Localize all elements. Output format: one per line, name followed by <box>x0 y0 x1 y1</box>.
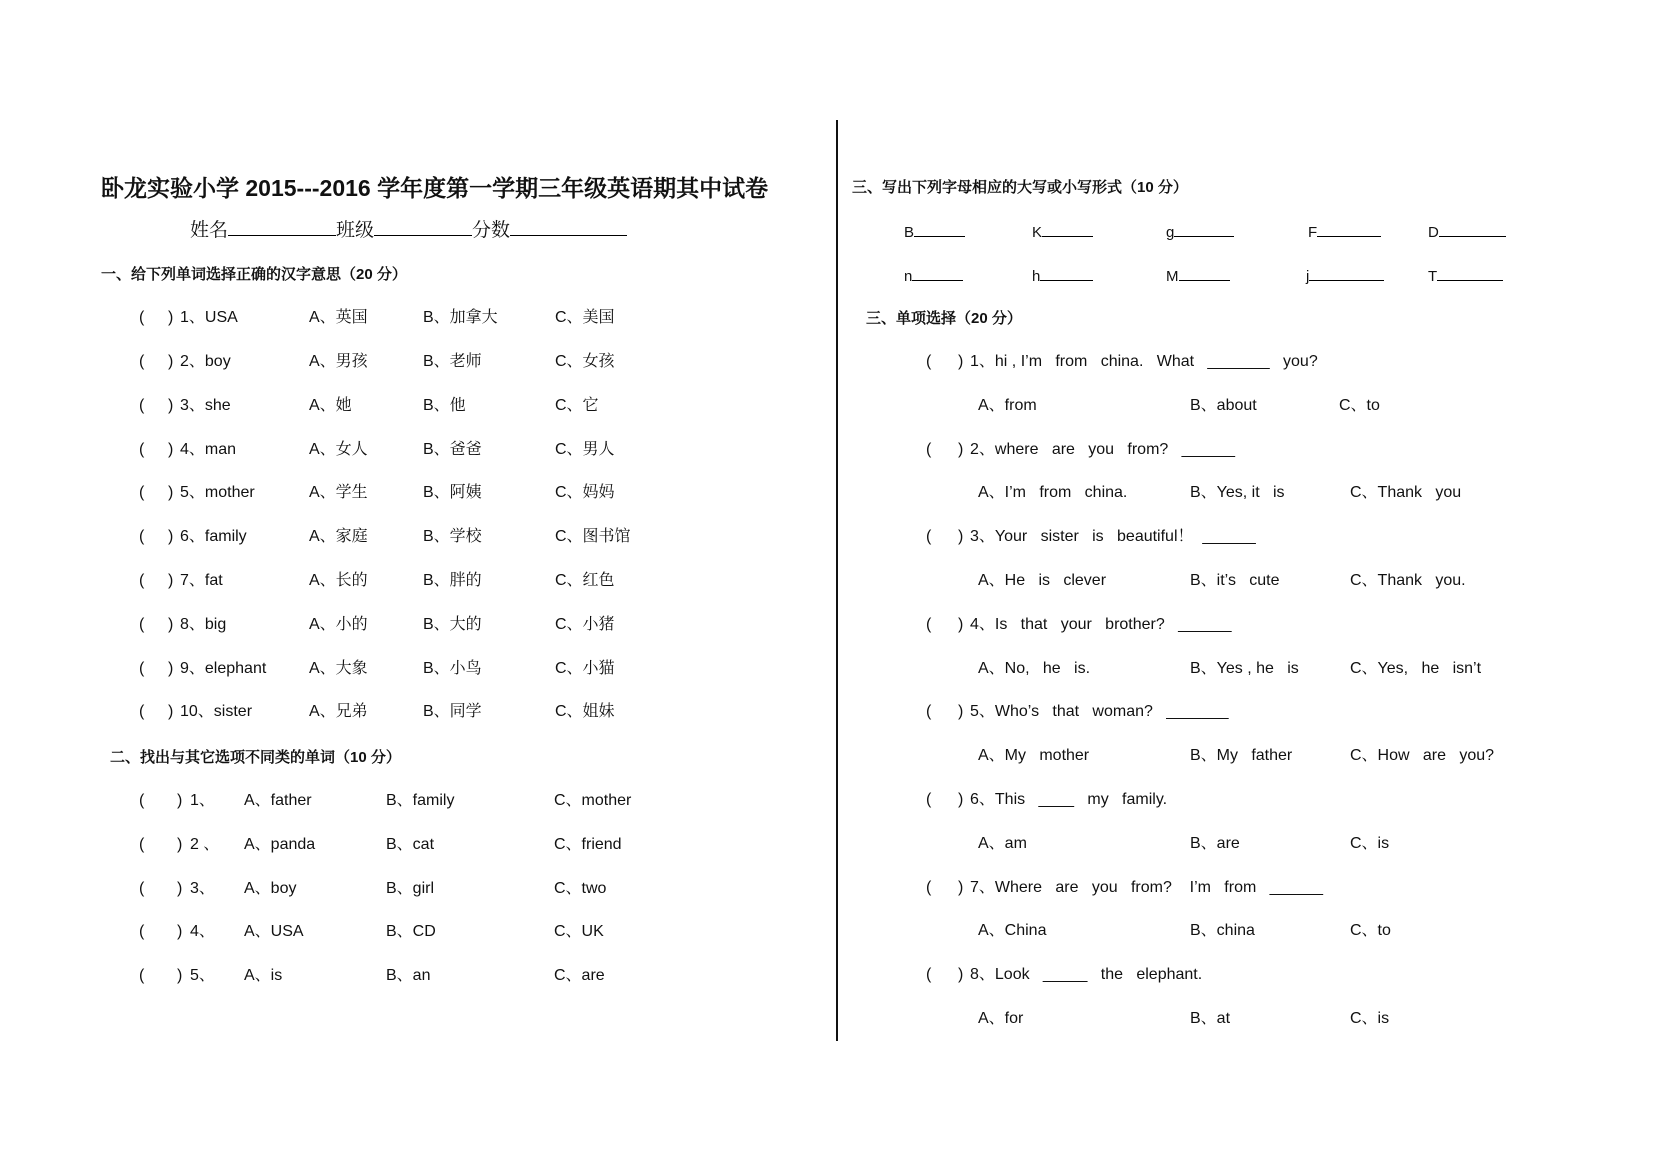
question-word: 2、boy <box>180 353 231 370</box>
option-a: A、am <box>978 835 1027 852</box>
question-word: 9、elephant <box>180 660 267 677</box>
choice-question-row <box>0 527 1654 547</box>
paren-close: ) <box>168 703 174 720</box>
paren-open: ( <box>139 484 145 501</box>
paren-close: ) <box>177 880 183 897</box>
letter: B <box>904 224 915 241</box>
choice-question-row <box>0 352 1654 372</box>
paren-open: ( <box>139 441 145 458</box>
score-label: 分数 <box>472 220 511 241</box>
letter-blank <box>1317 221 1381 237</box>
exam-title: 卧龙实验小学 2015---2016 学年度第一学期三年级英语期其中试卷 <box>101 175 769 201</box>
option-c: C、Yes, he isn’t <box>1350 660 1482 677</box>
option-a: A、China <box>978 922 1047 939</box>
question-word: 10、sister <box>180 703 253 720</box>
paren-open: ( <box>139 397 145 414</box>
letter-blank <box>912 265 963 281</box>
option-a: A、father <box>244 792 312 809</box>
option-a: A、No, he is. <box>978 660 1091 677</box>
option-c: C、mother <box>554 792 632 809</box>
letter-blank <box>1439 221 1506 237</box>
letter-item <box>904 265 963 287</box>
question-word: 6、family <box>180 528 247 545</box>
paren-open: ( <box>139 967 145 984</box>
paren-close: ) <box>168 616 174 633</box>
option-a: A、panda <box>244 836 316 853</box>
option-c: C、红色 <box>555 572 615 589</box>
choice-options-row <box>0 834 1654 854</box>
choice-question-row <box>0 965 1654 985</box>
letter-item <box>1166 221 1234 243</box>
paren-open: ( <box>926 703 932 720</box>
option-b: B、My father <box>1190 747 1293 764</box>
option-c: C、to <box>1339 397 1380 414</box>
paren-open: ( <box>139 528 145 545</box>
letter-blank <box>1309 265 1384 281</box>
option-b: B、girl <box>386 880 435 897</box>
paren-close: ) <box>177 836 183 853</box>
option-b: B、大的 <box>423 616 482 633</box>
option-b: B、同学 <box>423 703 482 720</box>
paren-close: ) <box>168 397 174 414</box>
option-a: A、长的 <box>309 572 368 589</box>
paren-close: ) <box>958 528 964 545</box>
paren-close: ) <box>958 879 964 896</box>
option-a: A、她 <box>309 397 352 414</box>
letter-blank <box>1437 265 1503 281</box>
question-text: 1、hi , I’m from china. What _______ you? <box>970 353 1318 370</box>
option-a: A、from <box>978 397 1037 414</box>
paren-open: ( <box>926 528 932 545</box>
paren-open: ( <box>926 616 932 633</box>
option-a: A、boy <box>244 880 297 897</box>
paren-close: ) <box>168 309 174 326</box>
letter-blank <box>1042 221 1093 237</box>
option-b: B、china <box>1190 922 1255 939</box>
question-text: 6、This ____ my family. <box>970 791 1168 808</box>
letter-blank <box>1179 265 1230 281</box>
letter: K <box>1032 224 1043 241</box>
letter-blank <box>1174 221 1234 237</box>
choice-options-row <box>0 483 1654 503</box>
letter-item <box>1166 265 1230 287</box>
option-c: C、is <box>1350 1010 1390 1027</box>
letter: D <box>1428 224 1439 241</box>
question-word: 8、big <box>180 616 227 633</box>
option-b: B、胖的 <box>423 572 482 589</box>
question-word: 4、man <box>180 441 237 458</box>
paren-open: ( <box>139 309 145 326</box>
option-c: C、男人 <box>555 441 615 458</box>
letter: j <box>1306 268 1310 285</box>
option-b: B、老师 <box>423 353 482 370</box>
choice-question-row <box>0 615 1654 635</box>
question-number: 3、 <box>190 880 215 897</box>
question-word: 7、fat <box>180 572 223 589</box>
paren-close: ) <box>177 967 183 984</box>
option-a: A、USA <box>244 923 304 940</box>
paren-open: ( <box>139 703 145 720</box>
question-word: 5、mother <box>180 484 255 501</box>
paren-open: ( <box>139 880 145 897</box>
option-c: C、are <box>554 967 605 984</box>
option-a: A、He is clever <box>978 572 1107 589</box>
paren-close: ) <box>177 792 183 809</box>
section2-heading: 二、找出与其它选项不同类的单词（10 分） <box>110 749 401 766</box>
option-c: C、它 <box>555 397 599 414</box>
question-text: 8、Look _____ the elephant. <box>970 966 1203 983</box>
paren-open: ( <box>139 923 145 940</box>
letters-row <box>0 265 1654 285</box>
option-a: A、学生 <box>309 484 368 501</box>
option-c: C、How are you? <box>1350 747 1495 764</box>
section4-heading: 三、单项选择（20 分） <box>866 310 1022 327</box>
question-word: 3、she <box>180 397 231 414</box>
option-b: B、Yes , he is <box>1190 660 1299 677</box>
choice-question-row <box>0 790 1654 810</box>
paren-open: ( <box>139 353 145 370</box>
option-a: A、男孩 <box>309 353 368 370</box>
option-c: C、two <box>554 880 607 897</box>
paren-close: ) <box>958 791 964 808</box>
option-b: B、cat <box>386 836 435 853</box>
option-a: A、My mother <box>978 747 1090 764</box>
option-c: C、UK <box>554 923 604 940</box>
option-b: B、at <box>1190 1010 1231 1027</box>
choice-options-row <box>0 659 1654 679</box>
letters-row <box>0 221 1654 241</box>
paren-close: ) <box>958 966 964 983</box>
choice-options-row <box>0 746 1654 766</box>
section1-heading: 一、给下列单词选择正确的汉字意思（20 分） <box>101 266 407 283</box>
paren-close: ) <box>958 353 964 370</box>
option-c: C、Thank you. <box>1350 572 1466 589</box>
option-c: C、图书馆 <box>555 528 631 545</box>
paren-close: ) <box>958 441 964 458</box>
paren-open: ( <box>139 660 145 677</box>
paren-close: ) <box>177 923 183 940</box>
paren-close: ) <box>958 616 964 633</box>
option-c: C、女孩 <box>555 353 615 370</box>
choice-options-row <box>0 396 1654 416</box>
paren-close: ) <box>168 441 174 458</box>
paren-open: ( <box>139 792 145 809</box>
option-c: C、姐妹 <box>555 703 615 720</box>
letter-item <box>1428 265 1503 287</box>
option-a: A、女人 <box>309 441 368 458</box>
question-text: 7、Where are you from? I’m from ______ <box>970 879 1324 896</box>
paren-open: ( <box>926 353 932 370</box>
option-b: B、it’s cute <box>1190 572 1280 589</box>
choice-options-row <box>0 1009 1654 1029</box>
question-text: 3、Your sister is beautiful！ ______ <box>970 528 1256 545</box>
option-b: B、加拿大 <box>423 309 498 326</box>
question-word: 1、USA <box>180 309 238 326</box>
paren-open: ( <box>139 836 145 853</box>
letter: M <box>1166 268 1179 285</box>
option-b: B、他 <box>423 397 466 414</box>
option-b: B、Yes, it is <box>1190 484 1285 501</box>
question-number: 2 、 <box>190 836 220 853</box>
paren-close: ) <box>168 572 174 589</box>
option-b: B、小鸟 <box>423 660 482 677</box>
option-a: A、家庭 <box>309 528 368 545</box>
letter: n <box>904 268 913 285</box>
letter-item <box>1306 265 1384 287</box>
option-c: C、妈妈 <box>555 484 615 501</box>
question-number: 1、 <box>190 792 215 809</box>
choice-question-row <box>0 440 1654 460</box>
letter: h <box>1032 268 1041 285</box>
option-b: B、CD <box>386 923 436 940</box>
name-label: 姓名 <box>190 220 229 241</box>
option-c: C、Thank you <box>1350 484 1462 501</box>
option-c: C、is <box>1350 835 1390 852</box>
option-b: B、about <box>1190 397 1257 414</box>
paren-open: ( <box>139 572 145 589</box>
class-label: 班级 <box>336 220 375 241</box>
letter: g <box>1166 224 1175 241</box>
paren-close: ) <box>168 528 174 545</box>
option-c: C、friend <box>554 836 622 853</box>
paren-close: ) <box>168 353 174 370</box>
question-text: 5、Who’s that woman? _______ <box>970 703 1229 720</box>
option-b: B、阿姨 <box>423 484 482 501</box>
choice-options-row <box>0 571 1654 591</box>
letter-blank <box>1040 265 1093 281</box>
question-number: 5、 <box>190 967 215 984</box>
option-a: A、大象 <box>309 660 368 677</box>
paren-open: ( <box>139 616 145 633</box>
letter-item <box>1032 221 1093 243</box>
paren-close: ) <box>168 484 174 501</box>
letter-item <box>1308 221 1381 243</box>
letter-blank <box>914 221 965 237</box>
choice-question-row <box>0 878 1654 898</box>
question-text: 2、where are you from? ______ <box>970 441 1236 458</box>
option-b: B、family <box>386 792 455 809</box>
option-b: B、are <box>1190 835 1240 852</box>
option-a: A、小的 <box>309 616 368 633</box>
question-text: 4、Is that your brother? ______ <box>970 616 1232 633</box>
option-a: A、for <box>978 1010 1024 1027</box>
option-c: C、小猪 <box>555 616 615 633</box>
option-a: A、英国 <box>309 309 368 326</box>
option-a: A、is <box>244 967 283 984</box>
paren-open: ( <box>926 879 932 896</box>
paren-open: ( <box>926 441 932 458</box>
question-number: 4、 <box>190 923 215 940</box>
letter: F <box>1308 224 1318 241</box>
option-c: C、小猫 <box>555 660 615 677</box>
section3-heading: 三、写出下列字母相应的大写或小写形式（10 分） <box>852 179 1188 196</box>
option-a: A、I’m from china. <box>978 484 1128 501</box>
paren-open: ( <box>926 791 932 808</box>
letter-item <box>904 221 965 243</box>
paren-close: ) <box>958 703 964 720</box>
option-b: B、an <box>386 967 431 984</box>
option-a: A、兄弟 <box>309 703 368 720</box>
section1-row <box>0 308 1654 328</box>
option-c: C、美国 <box>555 309 615 326</box>
option-b: B、学校 <box>423 528 482 545</box>
choice-options-row <box>0 921 1654 941</box>
paren-close: ) <box>168 660 174 677</box>
letter-item <box>1428 221 1506 243</box>
choice-question-row <box>0 702 1654 722</box>
paren-open: ( <box>926 966 932 983</box>
option-b: B、爸爸 <box>423 441 482 458</box>
letter-item <box>1032 265 1093 287</box>
option-c: C、to <box>1350 922 1391 939</box>
letter: T <box>1428 268 1438 285</box>
